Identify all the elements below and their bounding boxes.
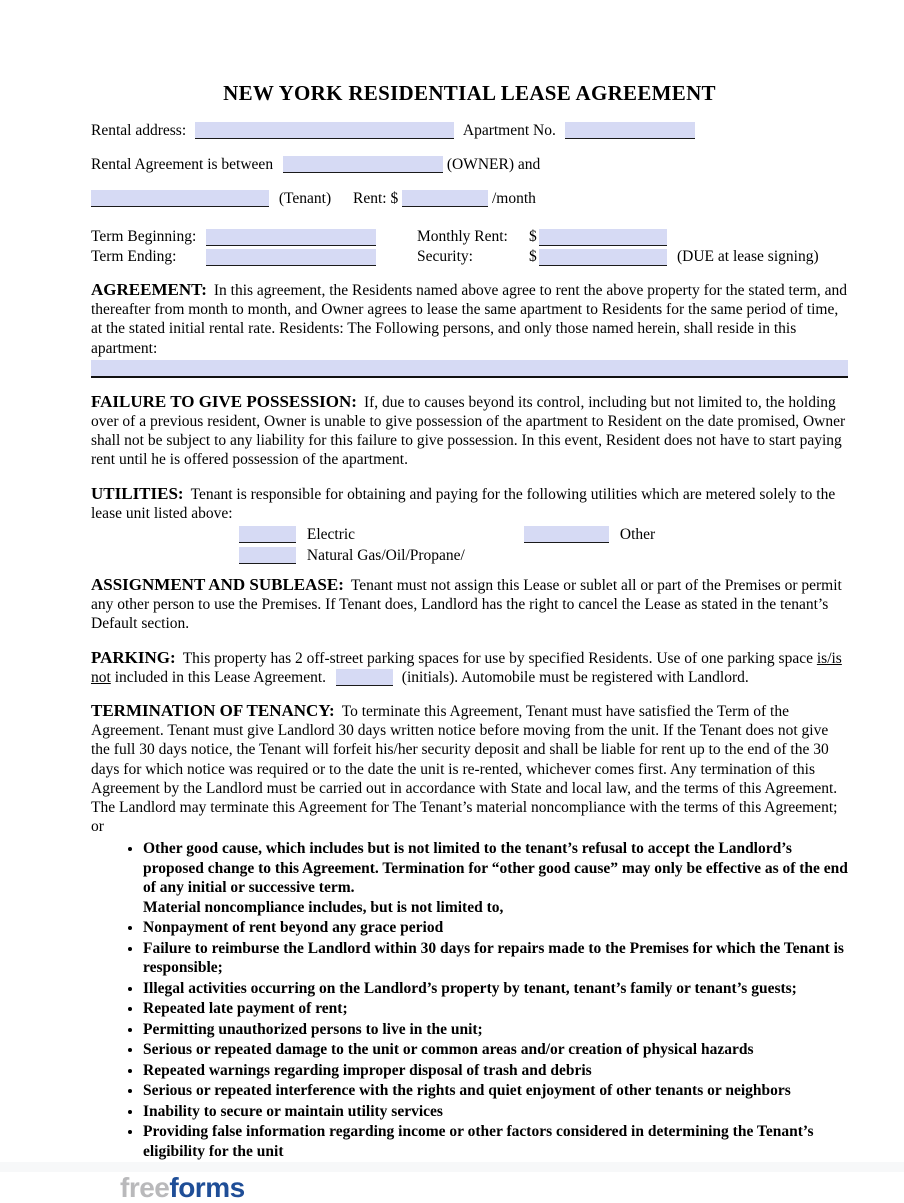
section-utilities <box>91 484 848 565</box>
termination-heading: TERMINATION OF TENANCY: <box>91 701 335 721</box>
residents-field[interactable] <box>91 360 848 378</box>
security-currency: $ <box>529 247 537 265</box>
utilities-heading: UTILITIES: <box>91 483 184 503</box>
parking-body-3: (initials). Automobile must be registered with Landlord. <box>401 668 749 686</box>
material-noncompliance-note: Material noncompliance includes, but is not limited to, <box>143 898 504 916</box>
termination-bullet-list <box>91 839 848 1161</box>
rental-address-label: Rental address: <box>91 122 187 139</box>
term-beginning-field[interactable] <box>206 229 376 246</box>
tenant-label: (Tenant) <box>278 190 332 208</box>
owner-name-field[interactable] <box>283 156 443 173</box>
freeforms-logo-free: free <box>120 1172 170 1203</box>
freeforms-logo <box>120 1173 848 1203</box>
due-note-label: (DUE at lease signing) <box>677 247 819 265</box>
termination-bullet: • Serious or repeated interference with the rights and quiet enjoyment of other tenants or neighbors <box>143 1081 848 1101</box>
failure-heading: FAILURE TO GIVE POSSESSION: <box>91 391 357 411</box>
failure-body: If, due to causes beyond its control, including but not limited to, the holding over of a previous resident, Owner is unable to give possession of the apartment to Resident on the date promised, Owner shall not be subject to any liability for this failure to give possession. In this event, Resident does not have to start paying rent until he is offered possession of the apartment. <box>91 393 846 469</box>
term-beginning-label: Term Beginning: <box>91 227 197 245</box>
freeforms-logo-forms: forms <box>169 1172 245 1203</box>
section-assignment-sublease <box>91 575 848 634</box>
utility-electric-field[interactable] <box>239 526 296 543</box>
gas-label: Natural Gas/Oil/Propane/ <box>306 547 465 565</box>
termination-bullet: • Providing false information regarding income or other factors considered in determining the Tenant’s eligibility for the unit <box>143 1122 848 1161</box>
utilities-body: Tenant is responsible for obtaining and paying for the following utilities which are metered solely to the lease unit listed above: <box>91 485 836 522</box>
tenant-name-field[interactable] <box>91 190 269 207</box>
between-label: Rental Agreement is between <box>91 156 274 174</box>
term-ending-label: Term Ending: <box>91 247 177 265</box>
assignment-body: Tenant must not assign this Lease or sublet all or part of the Premises or permit any other person to use the Premises. If Tenant does, Landlord has the right to cancel the Lease as stated in the tenant’s Default section. <box>91 577 842 633</box>
termination-bullet: • Repeated late payment of rent; <box>143 999 848 1019</box>
tenant-rent-row <box>91 189 848 208</box>
termination-bullet: • Failure to reimburse the Landlord within 30 days for repairs made to the Premises for which the Tenant is responsible; <box>143 939 848 978</box>
rental-address-field[interactable] <box>195 122 454 139</box>
utility-other-field[interactable] <box>524 526 609 543</box>
utilities-row-gas <box>239 546 848 565</box>
apartment-no-label: Apartment No. <box>462 122 556 139</box>
section-agreement <box>91 280 848 378</box>
termination-bullet: • Other good cause, which includes but is not limited to the tenant’s refusal to accept the Landlord’s proposed change to this Agreement. Termination for “other good cause” may only be effective as of the end of any initial or successive term. Material noncompliance includes, but is not limited to, <box>143 839 848 917</box>
term-block <box>91 227 848 266</box>
termination-bullet: • Nonpayment of rent beyond any grace period <box>143 918 848 938</box>
monthly-rent-currency: $ <box>529 227 537 245</box>
owner-suffix-label: (OWNER) and <box>446 156 541 174</box>
parking-initials-field[interactable] <box>336 669 393 686</box>
agreement-heading: AGREEMENT: <box>91 280 207 300</box>
rent-suffix-label: /month <box>492 190 536 208</box>
termination-bullet: • Serious or repeated damage to the unit or common areas and/or creation of physical hazards <box>143 1040 848 1060</box>
termination-bullet: • Illegal activities occurring on the Landlord’s property by tenant, tenant’s family or tenant’s guests; <box>143 979 848 999</box>
section-termination <box>91 701 848 1161</box>
security-label: Security: <box>417 247 473 265</box>
utilities-other-group <box>524 525 655 544</box>
section-parking <box>91 648 848 687</box>
termination-bullet: • Inability to secure or maintain utility services <box>143 1102 848 1122</box>
section-failure-to-give-possession <box>91 392 848 470</box>
term-ending-field[interactable] <box>206 249 376 266</box>
termination-bullet: • Permitting unauthorized persons to live in the unit; <box>143 1020 848 1040</box>
monthly-rent-label: Monthly Rent: <box>417 227 508 245</box>
utilities-row-electric <box>239 525 848 544</box>
electric-label: Electric <box>306 526 356 544</box>
parking-is-is-not: is/is not <box>91 649 842 686</box>
apartment-no-field[interactable] <box>565 122 695 139</box>
parking-body-1: This property has 2 off-street parking spaces for use by specified Residents. Use of one parking space <box>182 649 813 667</box>
agreement-body: In this agreement, the Residents named above agree to rent the above property for the stated term, and thereafter from month to month, and Owner agrees to lease the same apartment to Residents for the same period of time, at the stated initial rental rate. Residents: The Following persons, and only those named herein, shall reside in this apartment: <box>91 282 847 357</box>
parking-body-2: included in this Lease Agreement. <box>114 668 327 686</box>
assignment-heading: ASSIGNMENT AND SUBLEASE: <box>91 575 344 595</box>
term-beginning-row <box>91 227 848 246</box>
rent-amount-field[interactable] <box>402 190 488 207</box>
other-label: Other <box>619 526 656 544</box>
rental-address-row <box>91 121 848 140</box>
monthly-rent-field[interactable] <box>539 229 667 246</box>
rent-label: Rent: $ <box>353 190 399 208</box>
parking-heading: PARKING: <box>91 647 176 667</box>
termination-bullet: • Repeated warnings regarding improper disposal of trash and debris <box>143 1061 848 1081</box>
termination-body: To terminate this Agreement, Tenant must have satisfied the Term of the Agreement. Tenant must give Landlord 30 days written notice before moving from the unit. If the Tenant does not give the full 30 days notice, the Tenant will forfeit his/her security deposit and shall be liable for rent up to the end of the 30 days for which notice was required or to the date the unit is re-rented, whichever comes first. Any termination of this Agreement by the Landlord must be carried out in accordance with State and local law, and the terms of this Agreement. The Landlord may terminate this Agreement for The Tenant’s material noncompliance with the terms of this Agreement; or <box>91 703 838 836</box>
security-field[interactable] <box>539 249 667 266</box>
owner-row <box>91 155 848 174</box>
term-ending-row <box>91 247 848 266</box>
page-title: NEW YORK RESIDENTIAL LEASE AGREEMENT <box>223 81 716 105</box>
page-bottom-strip <box>0 1162 904 1172</box>
utility-gas-field[interactable] <box>239 547 296 564</box>
